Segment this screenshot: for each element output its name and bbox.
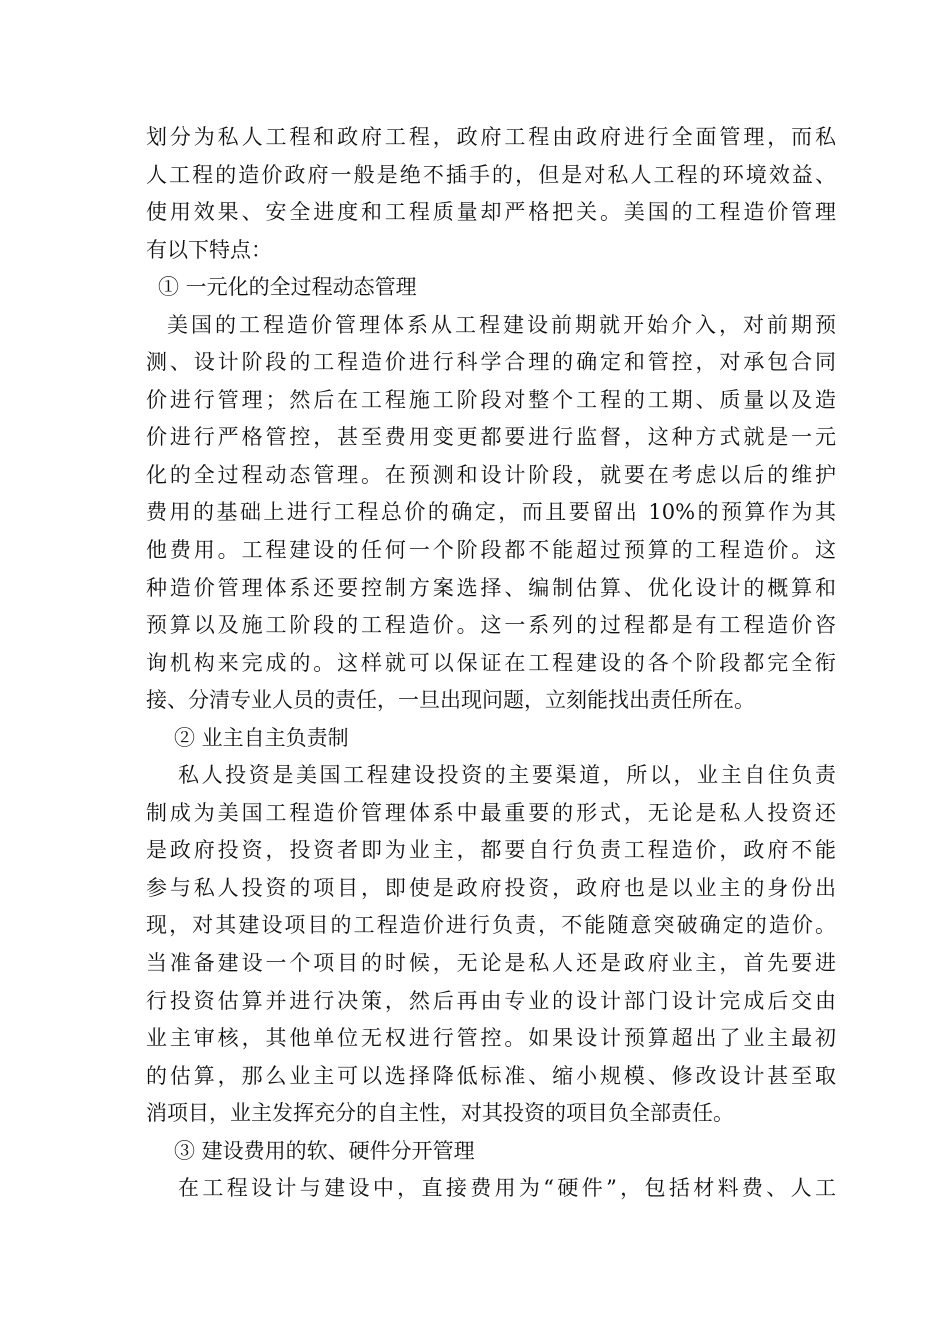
text-line: 人工程的造价政府一般是绝不插手的，但是对私人工程的环境效益、: [146, 162, 836, 187]
text-line: 测、设计阶段的工程造价进行科学合理的确定和管控，对承包合同: [146, 350, 836, 375]
text-line: 消项目，业主发挥充分的自主性，对其投资的项目负全部责任。: [146, 1101, 734, 1126]
text-line: 美国的工程造价管理体系从工程建设前期就开始介入，对前期预: [167, 312, 836, 337]
text-line: 现，对其建设项目的工程造价进行负责，不能随意突破确定的造价。: [146, 913, 836, 938]
text-line: 询机构来完成的。这样就可以保证在工程建设的各个阶段都完全衔: [146, 650, 836, 675]
text-line: 接、分清专业人员的责任，一旦出现问题，立刻能找出责任所在。: [146, 688, 755, 713]
text-line: 私人投资是美国工程建设投资的主要渠道，所以，业主自住负责: [178, 763, 836, 788]
text-line: 划分为私人工程和政府工程，政府工程由政府进行全面管理，而私: [146, 125, 836, 149]
section-heading-1: ① 一元化的全过程动态管理: [158, 275, 417, 300]
text-line: 行投资估算并进行决策，然后再由专业的设计部门设计完成后交由: [146, 988, 836, 1013]
text-line: 种造价管理体系还要控制方案选择、编制估算、优化设计的概算和: [146, 575, 836, 600]
section-heading-2: ② 业主自主负责制: [174, 725, 349, 750]
text-line: 当准备建设一个项目的时候，无论是私人还是政府业主，首先要进: [146, 951, 836, 976]
text-line: 在工程设计与建设中，直接费用为“硬件”，包括材料费、人工: [178, 1176, 836, 1201]
body-text: [146, 119, 836, 1208]
text-line: 价进行管理；然后在工程施工阶段对整个工程的工期、质量以及造: [146, 387, 836, 412]
text-line: 是政府投资，投资者即为业主，都要自行负责工程造价，政府不能: [146, 838, 836, 863]
text-line: 的估算，那么业主可以选择降低标准、缩小规模、修改设计甚至取: [146, 1063, 836, 1088]
text-line: 参与私人投资的项目，即使是政府投资，政府也是以业主的身份出: [146, 875, 836, 900]
text-line: 化的全过程动态管理。在预测和设计阶段，就要在考虑以后的维护: [146, 462, 836, 487]
section-heading-3: ③ 建设费用的软、硬件分开管理: [174, 1138, 475, 1163]
text-line: 他费用。工程建设的任何一个阶段都不能超过预算的工程造价。这: [146, 538, 836, 563]
text-line: 预算以及施工阶段的工程造价。这一系列的过程都是有工程造价咨: [146, 613, 836, 638]
text-line: 价进行严格管控，甚至费用变更都要进行监督，这种方式就是一元: [146, 425, 836, 450]
text-line: 业主审核，其他单位无权进行管控。如果设计预算超出了业主最初: [146, 1026, 836, 1051]
text-line: 制成为美国工程造价管理体系中最重要的形式，无论是私人投资还: [146, 800, 836, 825]
text-line: 使用效果、安全进度和工程质量却严格把关。美国的工程造价管理: [146, 200, 836, 225]
text-line: 有以下特点：: [146, 237, 272, 262]
text-line: 费用的基础上进行工程总价的确定，而且要留出 10%的预算作为其: [146, 500, 836, 525]
